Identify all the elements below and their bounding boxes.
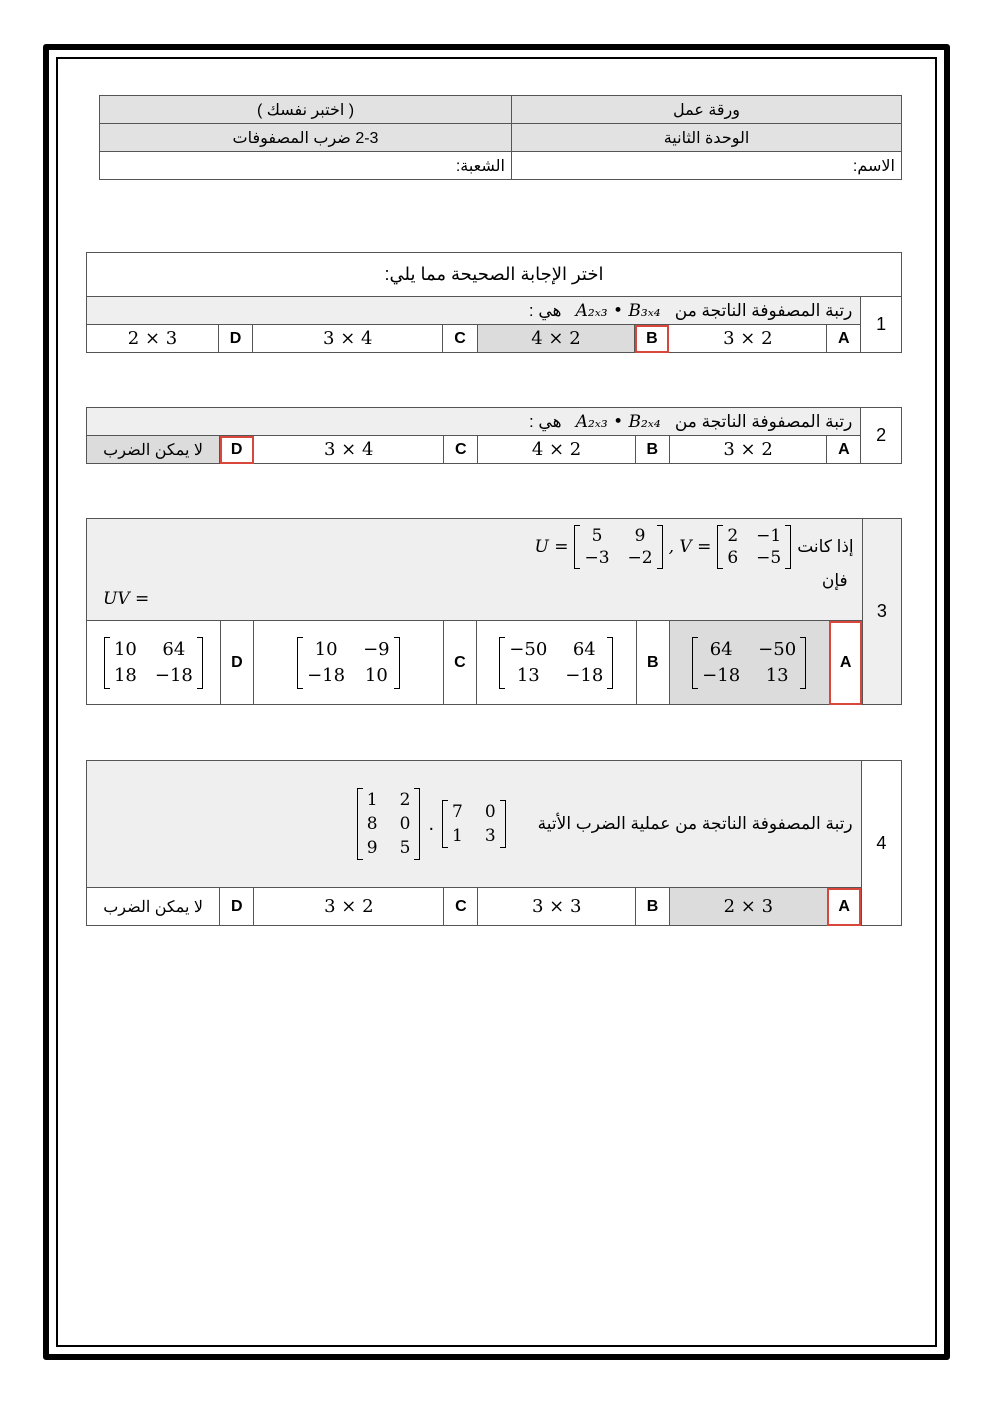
matrix-cell: 9 <box>634 526 646 546</box>
option-letter-b[interactable]: B <box>635 325 669 353</box>
matrix-cell: −50 <box>509 638 548 660</box>
worksheet-subtitle: ( اختبر نفسك ) <box>100 96 512 124</box>
matrix-cell: −18 <box>565 664 604 686</box>
matrix-cell: −3 <box>584 548 610 568</box>
matrix-cell: −18 <box>702 664 741 686</box>
option-letter-d[interactable]: D <box>220 436 254 464</box>
matrix-cell: 6 <box>727 548 739 568</box>
worksheet-title: ورقة عمل <box>512 96 902 124</box>
option-letter-c[interactable]: C <box>443 621 476 705</box>
matrix-cell: −9 <box>363 638 390 660</box>
option-b[interactable]: 2 × 4 <box>478 436 636 464</box>
option-letter-a[interactable]: A <box>829 621 862 705</box>
unit-label: الوحدة الثانية <box>512 124 902 152</box>
option-d[interactable] <box>87 621 221 705</box>
stem-text: رتبة المصفوفة الناتجة من <box>674 300 853 320</box>
question-4-table <box>86 760 902 926</box>
question-stem <box>87 519 863 621</box>
option-letter-a[interactable]: A <box>827 888 861 926</box>
option-letter-b[interactable]: B <box>636 621 669 705</box>
matrix-u <box>574 525 662 569</box>
matrix-cell: 5 <box>399 838 411 858</box>
matrix-cell: 3 <box>484 826 496 846</box>
matrix-cell: −50 <box>758 638 797 660</box>
matrix-cell: 18 <box>113 664 137 686</box>
option-c[interactable] <box>253 621 443 705</box>
matrix-cell: 0 <box>484 802 496 822</box>
matrix-cell: −1 <box>756 526 782 546</box>
option-b[interactable]: 2 × 4 <box>477 325 635 353</box>
question-number: 2 <box>861 408 902 464</box>
option-letter-c[interactable]: C <box>444 436 478 464</box>
question-number: 4 <box>861 761 901 926</box>
question-2-table <box>86 407 902 464</box>
question-1-table <box>86 252 902 353</box>
matrix-cell: 5 <box>591 526 603 546</box>
question-3-table <box>86 518 902 705</box>
then-text: فإن <box>821 571 848 590</box>
option-letter-d[interactable]: D <box>218 325 252 353</box>
matrix-cell: 64 <box>709 638 733 660</box>
stem-text: رتبة المصفوفة الناتجة من عملية الضرب الأتية <box>537 814 853 833</box>
u-label: U = <box>534 537 569 557</box>
option-a-matrix <box>692 637 806 689</box>
name-field[interactable]: الاسم: <box>512 152 902 180</box>
option-a[interactable] <box>669 621 829 705</box>
matrix-cell: −5 <box>756 548 782 568</box>
matrix-cell: 10 <box>364 664 388 686</box>
matrix-cell: 7 <box>452 802 463 822</box>
option-letter-c[interactable]: C <box>443 325 477 353</box>
matrix-cell: −2 <box>627 548 653 568</box>
section-field[interactable]: الشعبة: <box>100 152 512 180</box>
option-d[interactable]: 3 × 2 <box>87 325 219 353</box>
option-b-matrix <box>499 637 613 689</box>
option-letter-a[interactable]: A <box>827 436 861 464</box>
matrix-cell: 10 <box>314 638 338 660</box>
option-c[interactable]: 4 × 3 <box>254 436 444 464</box>
option-letter-c[interactable]: C <box>444 888 478 926</box>
matrix-cell: 64 <box>572 638 596 660</box>
option-d[interactable]: لا يمكن الضرب <box>87 888 220 926</box>
if-text: إذا كانت <box>797 537 854 556</box>
option-a[interactable]: 2 × 3 <box>669 325 827 353</box>
matrix-cell: 13 <box>516 664 540 686</box>
stem-end: هي : <box>528 411 562 431</box>
option-b[interactable]: 3 × 3 <box>478 888 636 926</box>
stem-math: A₂ₓ₃ • B₃ₓ₄ <box>575 300 661 321</box>
matrix-cell: 10 <box>113 638 137 660</box>
option-a[interactable]: 2 × 3 <box>669 436 827 464</box>
matrix-2x2 <box>442 800 506 848</box>
multiply-dot: . <box>428 812 435 835</box>
option-letter-d[interactable]: D <box>220 888 254 926</box>
stem-text: رتبة المصفوفة الناتجة من <box>674 411 853 431</box>
option-letter-b[interactable]: B <box>636 888 670 926</box>
matrix-cell: 8 <box>366 814 378 834</box>
matrix-v <box>717 525 791 569</box>
option-letter-a[interactable]: A <box>827 325 861 353</box>
stem-math: A₂ₓ₃ • B₂ₓ₄ <box>575 411 661 432</box>
option-c[interactable]: 2 × 3 <box>254 888 444 926</box>
matrix-cell: 9 <box>366 838 378 858</box>
question-number: 3 <box>862 519 901 705</box>
option-d-matrix <box>104 637 203 689</box>
lesson-label: 2-3 ضرب المصفوفات <box>100 124 512 152</box>
option-c[interactable]: 4 × 3 <box>253 325 443 353</box>
question-stem <box>87 297 861 325</box>
matrix-cell: 2 <box>399 790 411 810</box>
worksheet-header <box>99 95 902 180</box>
uv-label: UV = <box>103 589 150 609</box>
matrix-cell: −18 <box>307 664 346 686</box>
question-stem <box>87 761 862 888</box>
instruction: اختر الإجابة الصحيحة مما يلي: <box>87 253 902 297</box>
matrix-cell: 2 <box>727 526 739 546</box>
matrix-cell: 1 <box>452 826 463 846</box>
option-letter-d[interactable]: D <box>220 621 253 705</box>
option-c-matrix <box>297 637 400 689</box>
option-d[interactable]: لا يمكن الضرب <box>87 436 220 464</box>
option-b[interactable] <box>476 621 636 705</box>
matrix-cell: 1 <box>366 790 378 810</box>
v-label: , V = <box>668 537 712 557</box>
stem-end: هي : <box>528 300 562 320</box>
matrix-3x2 <box>357 788 421 860</box>
option-a[interactable]: 3 × 2 <box>670 888 828 926</box>
question-stem <box>87 408 861 436</box>
matrix-cell: −18 <box>154 664 193 686</box>
matrix-cell: 13 <box>765 664 789 686</box>
matrix-cell: 0 <box>399 814 411 834</box>
matrix-cell: 64 <box>162 638 186 660</box>
option-letter-b[interactable]: B <box>635 436 669 464</box>
question-number: 1 <box>861 297 902 353</box>
